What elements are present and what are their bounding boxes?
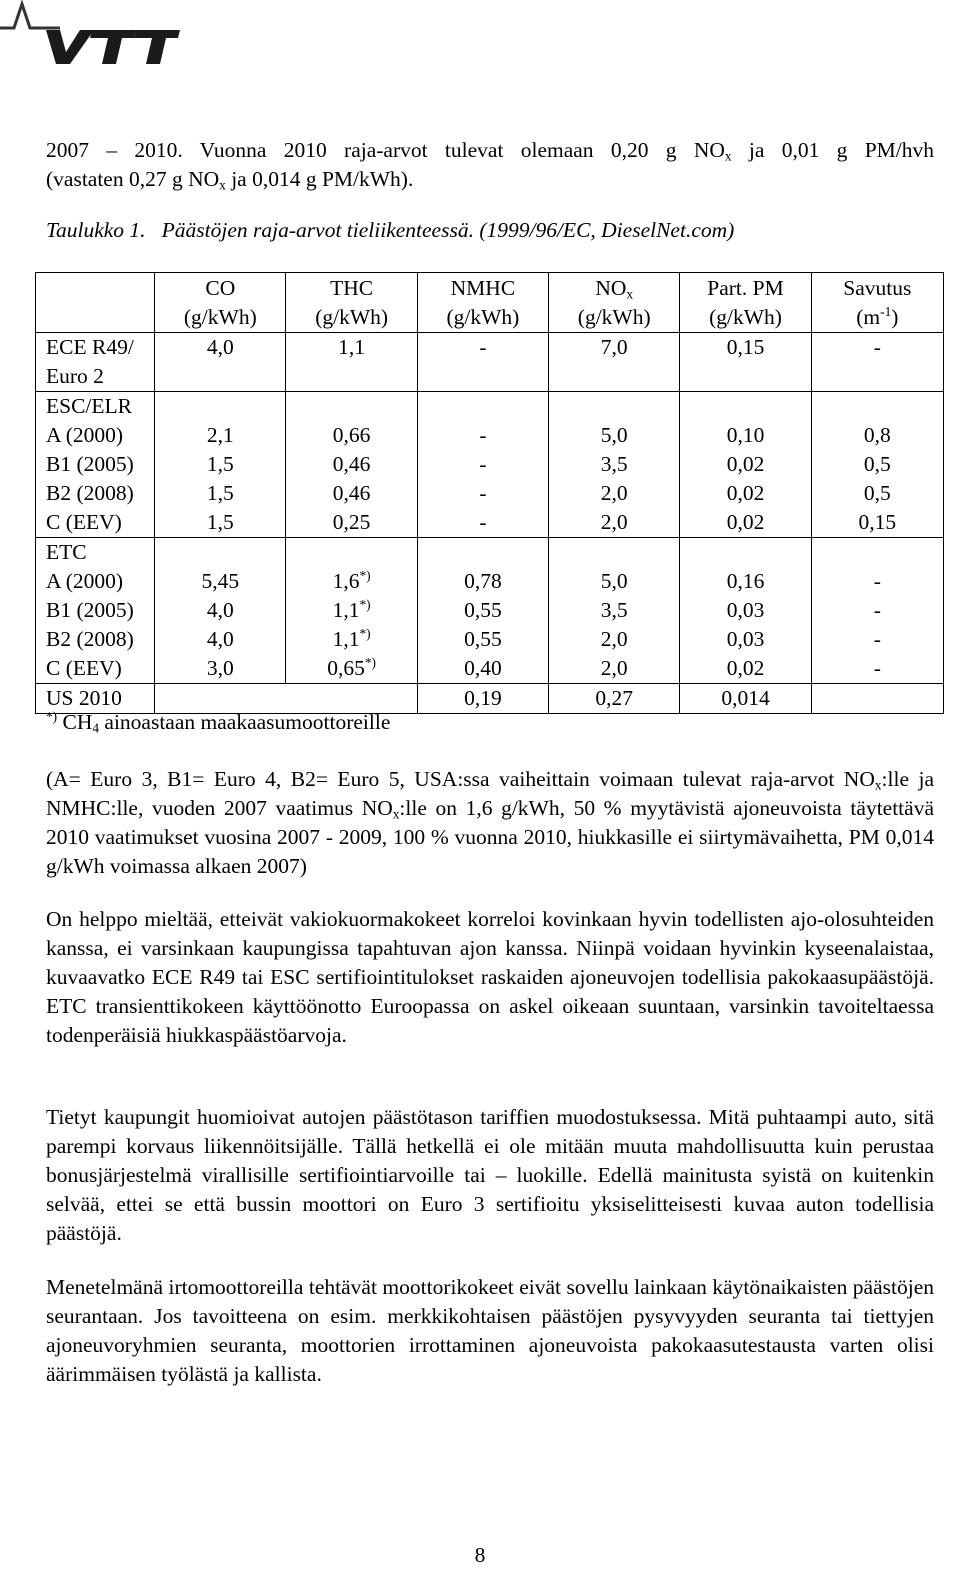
intro-line-2: (vastaten 0,27 g $NO_x$ ja 0,014 g PM/kWh). <box>46 167 414 193</box>
row-etc <box>36 538 944 684</box>
cell-co: 2,1 1,5 1,5 1,5 <box>155 392 286 538</box>
header-pm: Part. PM (g/kWh) <box>680 273 811 333</box>
cell-savutus: 0,8 0,5 0,5 0,15 <box>811 392 943 538</box>
cell-thc: 1,1 <box>286 333 417 392</box>
cell-nmhc: 0,19 <box>417 684 548 714</box>
cell-thc: 1,6*) 1,1*) 1,1*) 0,65*) <box>286 538 417 684</box>
cell-nox: 0,27 <box>549 684 680 714</box>
cell-nmhc: - <box>417 333 548 392</box>
table-header-row <box>36 273 944 333</box>
paragraph-city-tariffs: Tietyt kaupungit huomioivat autojen päästötason tariffien muodostuksessa. Mitä puhtaampi auto, sitä parempi korvaus liikennöitsijälle. Tällä hetkellä ei ole mitään muuta mahdollisuutta kuin perustaa bonusjärjestelmä virallisille sertifiointiarvoille tai – luokille. Edellä mainitusta syistä on kuitenkin selvää, ettei se että bussin moottori on Euro 3 sertifioitu yksiselitteisesti kuvaa auton todellisia päästöjä. <box>46 1105 934 1245</box>
header-blank <box>36 273 155 333</box>
row-esc <box>36 392 944 538</box>
cell-nox: 5,0 3,5 2,0 2,0 <box>549 538 680 684</box>
cell-savutus <box>811 684 943 714</box>
cell-nmhc: 0,78 0,55 0,55 0,40 <box>417 538 548 684</box>
row-label: US 2010 <box>36 684 155 714</box>
cell-nmhc: - - - - <box>417 392 548 538</box>
cell-co: 4,0 <box>155 333 286 392</box>
table-caption: Taulukko 1. Päästöjen raja-arvot tieliikenteessä. (1999/96/EC, DieselNet.com) <box>46 218 735 242</box>
cell-savutus: - - - - <box>811 538 943 684</box>
header-thc: THC (g/kWh) <box>286 273 417 333</box>
paragraph-test-correlation: On helppo mieltää, etteivät vakiokuormakokeet korreloi kovinkaan hyvin todellisten ajo-olosuhteiden kanssa, ei varsinkaan kaupungissa tapahtuvan ajon kanssa. Niinpä voidaan hyvinkin kyseenalaistaa, kuvaavatko ECE R49 tai ESC sertifiointitulokset raskaiden ajoneuvojen todellisia pakokaasupäästöjä. ETC transienttikokeen käyttöönotto Euroopassa on askel oikeaan suuntaan, varsinkin tavoiteltaessa todenperäisiä hiukkaspäästöarvoja. <box>46 907 934 1047</box>
cell-savutus: - <box>811 333 943 392</box>
header-nmhc: NMHC (g/kWh) <box>417 273 548 333</box>
header-co: CO (g/kWh) <box>155 273 286 333</box>
cell-thc: 0,66 0,46 0,46 0,25 <box>286 392 417 538</box>
row-ece <box>36 333 944 392</box>
intro-line-1: 2007 – 2010. Vuonna 2010 raja-arvot tulevat olemaan 0,20 g $NO_x$ ja 0,01 g PM/hvh <box>46 138 934 164</box>
header-nox: $NO_x$ (g/kWh) <box>549 273 680 333</box>
table-footnote: *) $CH_4$ ainoastaan maakaasumoottoreille <box>46 709 391 736</box>
cell-pm: 0,014 <box>680 684 811 714</box>
row-label: ESC/ELR A (2000) B1 (2005) B2 (2008) C (EEV) <box>36 392 155 538</box>
cell-nox: 7,0 <box>549 333 680 392</box>
cell-pm: 0,10 0,02 0,02 0,02 <box>680 392 811 538</box>
page-number: 8 <box>474 1543 486 1567</box>
cell-nox: 5,0 3,5 2,0 2,0 <box>549 392 680 538</box>
cell-pm: 0,15 <box>680 333 811 392</box>
vtt-logo <box>0 0 185 70</box>
paragraph-euro-classes: (A= Euro 3, B1= Euro 4, B2= Euro 5, USA:ssa vaiheittain voimaan tulevat raja-arvot $NO_x:lle$ ja NMHC:lle, vuoden 2007 vaatimus $NO_x:lle$ on 1,6 g/kWh, 50 % myytävistä ajoneuvoista täytettävä 2010 vaatimukset vuosina 2007 - 2009, 100 % vuonna 2010, hiukkasille ei siirtymävaihetta, PM 0,014 g/kWh voimassa alkaen 2007) <box>46 767 934 878</box>
emission-limits-table <box>35 272 944 714</box>
cell-co: 5,45 4,0 4,0 3,0 <box>155 538 286 684</box>
header-savutus: Savutus $(m^{-1})$ <box>811 273 943 333</box>
paragraph-engine-tests: Menetelmänä irtomoottoreilla tehtävät moottorikokeet eivät sovellu lainkaan käytönaikaisten päästöjen seurantaan. Jos tavoitteena on esim. merkkikohtaisen päästöjen pysyvyyden seuranta tai tiettyjen ajoneuvoryhmien seuranta, moottorien irrottaminen ajoneuvoista pakokaasutestausta varten olisi äärimmäisen työlästä ja kallista. <box>46 1275 934 1386</box>
row-label: ECE R49/ Euro 2 <box>36 333 155 392</box>
cell-pm: 0,16 0,03 0,03 0,02 <box>680 538 811 684</box>
row-label: ETC A (2000) B1 (2005) B2 (2008) C (EEV) <box>36 538 155 684</box>
